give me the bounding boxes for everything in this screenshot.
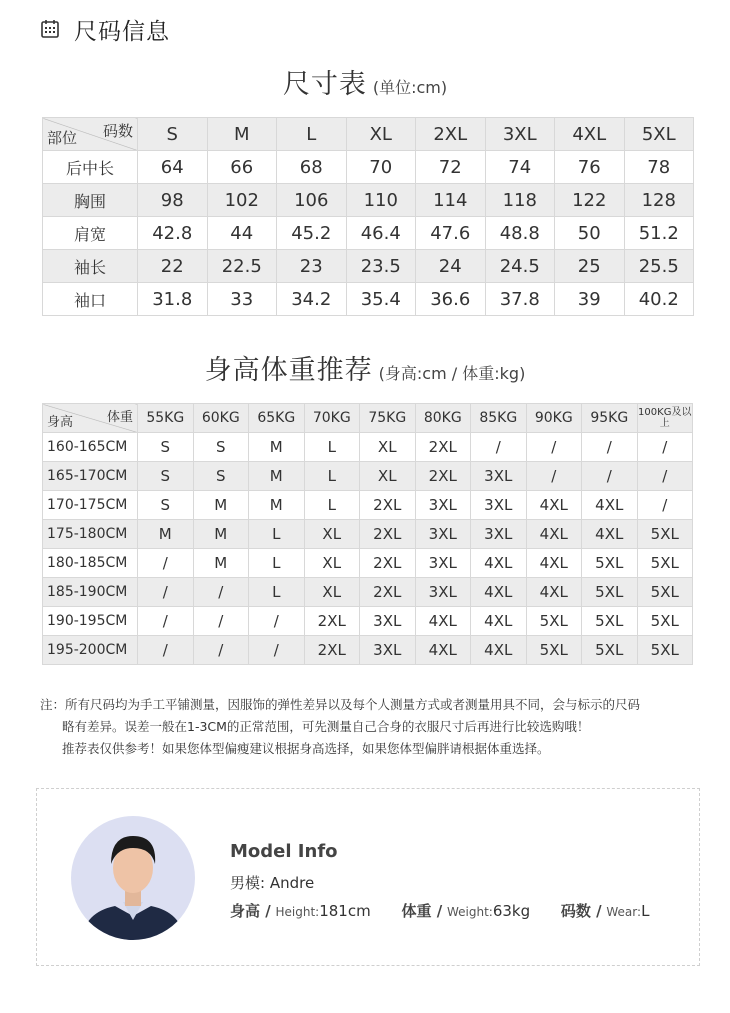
table-cell: / — [471, 433, 527, 462]
size-notes — [40, 694, 700, 760]
table-cell: 106 — [277, 184, 347, 217]
calendar-icon — [40, 19, 60, 39]
table-cell: 4XL — [582, 520, 638, 549]
column-header: 75KG — [360, 404, 416, 433]
table-cell: XL — [304, 578, 360, 607]
row-label: 170-175CM — [43, 491, 138, 520]
table-cell: 4XL — [526, 491, 582, 520]
table-cell: 4XL — [415, 607, 471, 636]
column-header: S — [138, 118, 208, 151]
recommend-title: 身高体重推荐 — [204, 355, 373, 386]
table-row — [43, 462, 693, 491]
section-title: 尺码信息 — [74, 18, 170, 45]
table-cell: 5XL — [637, 578, 693, 607]
table-row — [43, 491, 693, 520]
height-value: 181cm — [319, 902, 371, 920]
table-cell: 51.2 — [624, 217, 694, 250]
row-label: 胸围 — [43, 184, 138, 217]
model-stats — [230, 900, 649, 921]
table-cell: 72 — [416, 151, 486, 184]
table-cell: / — [138, 607, 194, 636]
table-row — [43, 217, 694, 250]
row-label: 190-195CM — [43, 607, 138, 636]
table-cell: 68 — [277, 151, 347, 184]
table-cell: 4XL — [526, 549, 582, 578]
table-cell: 78 — [624, 151, 694, 184]
row-label: 袖长 — [43, 250, 138, 283]
table-cell: L — [304, 491, 360, 520]
table-cell: 48.8 — [485, 217, 555, 250]
table-row — [43, 433, 693, 462]
weight-value: 63kg — [492, 902, 531, 920]
size-chart-heading — [0, 62, 730, 101]
table-cell: 64 — [138, 151, 208, 184]
table-cell: / — [526, 433, 582, 462]
row-label: 180-185CM — [43, 549, 138, 578]
model-name: Andre — [269, 874, 315, 892]
table-cell: 23 — [277, 250, 347, 283]
table-row — [43, 250, 694, 283]
table-cell: 33 — [207, 283, 277, 316]
table-row — [43, 151, 694, 184]
model-weight — [401, 902, 530, 920]
table-row — [43, 607, 693, 636]
column-header: 95KG — [582, 404, 638, 433]
table-cell: XL — [304, 549, 360, 578]
table-cell: 34.2 — [277, 283, 347, 316]
table-cell: 5XL — [582, 549, 638, 578]
table-cell: 23.5 — [346, 250, 416, 283]
table-cell: 40.2 — [624, 283, 694, 316]
table-cell: 4XL — [526, 578, 582, 607]
table-cell: 37.8 — [485, 283, 555, 316]
table-row — [43, 283, 694, 316]
note-line: 略有差异。误差一般在1-3CM的正常范围，可先测量自己合身的衣服尺寸后再进行比较选购哦！ — [62, 719, 590, 734]
corner-top-label: 码数 — [102, 122, 133, 140]
table-cell: 2XL — [415, 433, 471, 462]
table-cell: 31.8 — [138, 283, 208, 316]
table-cell: 47.6 — [416, 217, 486, 250]
table-cell: 22.5 — [207, 250, 277, 283]
table-cell: 76 — [555, 151, 625, 184]
table-cell: 5XL — [637, 607, 693, 636]
table-cell: 24 — [416, 250, 486, 283]
column-header: 5XL — [624, 118, 694, 151]
weight-en: Weight: — [446, 905, 493, 919]
table-cell: 5XL — [526, 607, 582, 636]
table-cell: 2XL — [360, 549, 416, 578]
table-row — [43, 578, 693, 607]
table-cell: 50 — [555, 217, 625, 250]
model-name-label: 男模: — [230, 874, 266, 892]
table-cell: S — [138, 433, 194, 462]
table-cell: / — [637, 491, 693, 520]
column-header: 2XL — [416, 118, 486, 151]
table-cell: L — [249, 549, 305, 578]
size-value: L — [641, 902, 650, 920]
table-cell: XL — [304, 520, 360, 549]
table-cell: M — [193, 549, 249, 578]
model-name-line — [230, 872, 649, 893]
table-row — [43, 184, 694, 217]
table-cell: 22 — [138, 250, 208, 283]
table-cell: S — [193, 462, 249, 491]
size-chart-title: 尺寸表 — [282, 69, 367, 100]
height-en: Height: — [275, 905, 320, 919]
table-cell: / — [138, 549, 194, 578]
model-height — [230, 902, 371, 920]
table-cell: 110 — [346, 184, 416, 217]
size-chart-table — [42, 117, 694, 316]
table-cell: 45.2 — [277, 217, 347, 250]
corner-cell — [43, 404, 138, 433]
table-cell: L — [304, 462, 360, 491]
table-cell: S — [138, 462, 194, 491]
table-cell: / — [138, 578, 194, 607]
table-cell: M — [138, 520, 194, 549]
weight-label: 体重 / — [401, 902, 443, 920]
recommend-unit: (身高:cm / 体重:kg) — [378, 364, 526, 383]
table-cell: 35.4 — [346, 283, 416, 316]
table-cell: S — [193, 433, 249, 462]
table-header-row — [43, 118, 694, 151]
table-row — [43, 549, 693, 578]
recommend-table — [42, 403, 693, 665]
table-cell: 2XL — [360, 578, 416, 607]
column-header: M — [207, 118, 277, 151]
table-cell: 70 — [346, 151, 416, 184]
table-header-row — [43, 404, 693, 433]
table-cell: / — [582, 462, 638, 491]
column-header: 70KG — [304, 404, 360, 433]
height-label: 身高 / — [230, 902, 271, 920]
table-cell: 2XL — [360, 520, 416, 549]
table-cell: M — [249, 462, 305, 491]
table-cell: / — [637, 433, 693, 462]
column-header: 100KG及以上 — [637, 404, 693, 433]
table-cell: 3XL — [471, 491, 527, 520]
table-cell: M — [249, 433, 305, 462]
table-cell: 5XL — [582, 636, 638, 665]
column-header: 65KG — [249, 404, 305, 433]
table-cell: XL — [360, 462, 416, 491]
row-label: 195-200CM — [43, 636, 138, 665]
table-cell: 2XL — [360, 491, 416, 520]
note-line: 注：所有尺码均为手工平铺测量，因服饰的弹性差异以及每个人测量方式或者测量用具不同，会与标示的尺码 — [40, 697, 641, 712]
model-size — [561, 902, 650, 920]
table-cell: 5XL — [582, 607, 638, 636]
table-cell: / — [526, 462, 582, 491]
table-row — [43, 636, 693, 665]
column-header: 85KG — [471, 404, 527, 433]
table-cell: 2XL — [304, 636, 360, 665]
column-header: 60KG — [193, 404, 249, 433]
table-cell: 5XL — [582, 578, 638, 607]
model-info-card — [36, 788, 700, 966]
table-cell: 5XL — [526, 636, 582, 665]
table-cell: L — [249, 520, 305, 549]
table-cell: 102 — [207, 184, 277, 217]
table-cell: / — [193, 578, 249, 607]
table-cell: 3XL — [360, 636, 416, 665]
column-header: 3XL — [485, 118, 555, 151]
table-cell: 3XL — [360, 607, 416, 636]
corner-top-label: 体重 — [106, 410, 133, 425]
table-cell: 4XL — [471, 607, 527, 636]
table-cell: 5XL — [637, 520, 693, 549]
table-cell: 46.4 — [346, 217, 416, 250]
model-details — [230, 841, 649, 921]
table-cell: 25.5 — [624, 250, 694, 283]
table-cell: 3XL — [415, 491, 471, 520]
table-cell: 114 — [416, 184, 486, 217]
table-cell: M — [193, 520, 249, 549]
table-row — [43, 520, 693, 549]
table-cell: 66 — [207, 151, 277, 184]
table-cell: 122 — [555, 184, 625, 217]
table-cell: 4XL — [526, 520, 582, 549]
table-cell: 25 — [555, 250, 625, 283]
table-cell: 128 — [624, 184, 694, 217]
table-cell: / — [637, 462, 693, 491]
column-header: 80KG — [415, 404, 471, 433]
table-cell: 3XL — [415, 578, 471, 607]
row-label: 165-170CM — [43, 462, 138, 491]
row-label: 袖口 — [43, 283, 138, 316]
table-cell: 4XL — [471, 578, 527, 607]
size-chart-unit: (单位:cm) — [372, 78, 448, 97]
table-cell: 36.6 — [416, 283, 486, 316]
column-header: 55KG — [138, 404, 194, 433]
size-en: Wear: — [606, 905, 642, 919]
table-cell: 98 — [138, 184, 208, 217]
recommend-heading — [0, 348, 730, 387]
table-cell: M — [249, 491, 305, 520]
table-cell: 39 — [555, 283, 625, 316]
section-header — [40, 14, 170, 44]
row-label: 185-190CM — [43, 578, 138, 607]
table-cell: 5XL — [637, 636, 693, 665]
table-cell: / — [193, 607, 249, 636]
table-cell: 4XL — [471, 636, 527, 665]
table-cell: S — [138, 491, 194, 520]
size-label: 码数 / — [560, 902, 602, 920]
table-cell: 5XL — [637, 549, 693, 578]
table-cell: 4XL — [415, 636, 471, 665]
table-cell: 44 — [207, 217, 277, 250]
table-cell: / — [249, 636, 305, 665]
table-cell: 74 — [485, 151, 555, 184]
table-cell: XL — [360, 433, 416, 462]
row-label: 175-180CM — [43, 520, 138, 549]
table-cell: M — [193, 491, 249, 520]
table-cell: 2XL — [415, 462, 471, 491]
table-cell: L — [304, 433, 360, 462]
table-cell: L — [249, 578, 305, 607]
table-cell: 3XL — [415, 520, 471, 549]
table-cell: 3XL — [471, 462, 527, 491]
corner-bottom-label: 身高 — [47, 415, 74, 430]
column-header: XL — [346, 118, 416, 151]
corner-bottom-label: 部位 — [47, 129, 78, 147]
table-cell: 24.5 — [485, 250, 555, 283]
model-avatar — [71, 816, 195, 940]
table-cell: 3XL — [471, 520, 527, 549]
column-header: 4XL — [555, 118, 625, 151]
table-cell: 4XL — [471, 549, 527, 578]
table-cell: 4XL — [582, 491, 638, 520]
column-header: 90KG — [526, 404, 582, 433]
table-cell: 2XL — [304, 607, 360, 636]
row-label: 160-165CM — [43, 433, 138, 462]
row-label: 后中长 — [43, 151, 138, 184]
table-cell: 3XL — [415, 549, 471, 578]
column-header: L — [277, 118, 347, 151]
table-cell: 118 — [485, 184, 555, 217]
note-line: 推荐表仅供参考！如果您体型偏瘦建议根据身高选择，如果您体型偏胖请根据体重选择。 — [62, 741, 550, 756]
table-cell: / — [138, 636, 194, 665]
table-cell: / — [193, 636, 249, 665]
table-cell: / — [582, 433, 638, 462]
corner-cell — [43, 118, 138, 151]
table-cell: 42.8 — [138, 217, 208, 250]
table-cell: / — [249, 607, 305, 636]
model-info-title: Model Info — [230, 841, 338, 862]
row-label: 肩宽 — [43, 217, 138, 250]
